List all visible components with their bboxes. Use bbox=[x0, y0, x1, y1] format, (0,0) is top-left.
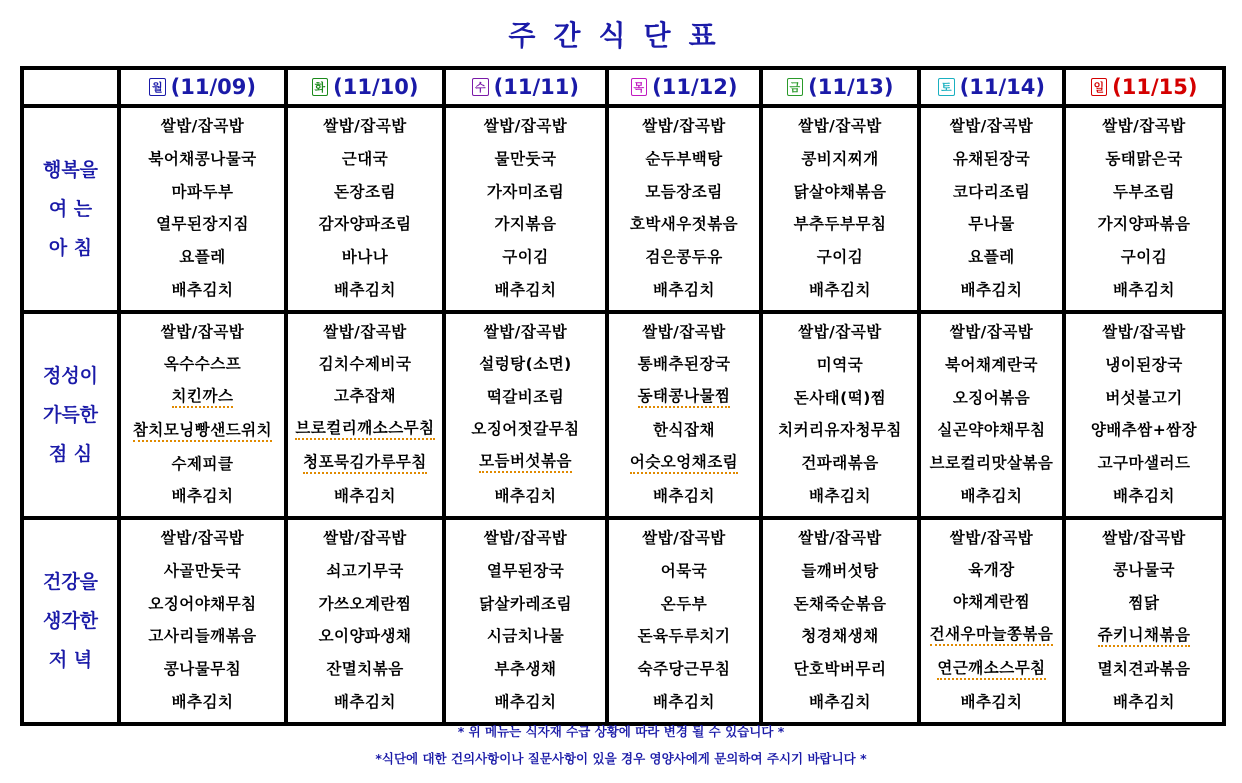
menu-item: 김치수제비국 bbox=[318, 355, 412, 373]
menu-item: 쌀밥/잡곡밥 bbox=[323, 529, 407, 548]
menu-item: 배추김치 bbox=[494, 280, 557, 299]
menu-item: 사골만둣국 bbox=[163, 561, 242, 580]
menu-item: 냉이된장국 bbox=[1105, 355, 1183, 374]
menu-item: 무나물 bbox=[968, 215, 1015, 234]
menu-item: 배추김치 bbox=[494, 692, 557, 711]
meal-label-line: 여 는 bbox=[48, 197, 93, 220]
menu-cell bbox=[1064, 518, 1224, 724]
meal-label-line: 정성이 bbox=[42, 364, 99, 387]
menu-cell bbox=[444, 518, 607, 724]
menu-item: 쌀밥/잡곡밥 bbox=[798, 529, 882, 548]
menu-cell bbox=[286, 106, 444, 312]
menu-item: 유채된장국 bbox=[952, 149, 1031, 168]
menu-item: 쌀밥/잡곡밥 bbox=[323, 323, 407, 341]
menu-item: 오이양파생채 bbox=[318, 627, 412, 646]
menu-item: 검은콩두유 bbox=[645, 247, 723, 266]
menu-item: 미역국 bbox=[816, 355, 864, 374]
menu-item: 고구마샐러드 bbox=[1097, 453, 1191, 472]
menu-cell bbox=[761, 312, 919, 518]
menu-item: 연근깨소스무침 bbox=[937, 658, 1045, 680]
day-header bbox=[607, 68, 761, 106]
day-date: (11/10) bbox=[333, 75, 419, 99]
menu-item: 배추김치 bbox=[334, 280, 396, 299]
menu-item: 쌀밥/잡곡밥 bbox=[1102, 529, 1186, 548]
menu-item: 잔멸치볶음 bbox=[326, 659, 404, 678]
menu-item: 돈채죽순볶음 bbox=[793, 594, 887, 613]
menu-cell bbox=[119, 106, 286, 312]
day-badge: 월 bbox=[149, 78, 166, 96]
menu-cell bbox=[119, 312, 286, 518]
menu-item: 쌀밥/잡곡밥 bbox=[798, 117, 882, 136]
menu-item: 콩나물무침 bbox=[163, 659, 242, 678]
menu-item: 배추김치 bbox=[494, 486, 557, 505]
menu-item: 쌀밥/잡곡밥 bbox=[642, 117, 726, 136]
menu-item: 온두부 bbox=[660, 594, 708, 613]
menu-item: 고추잡채 bbox=[334, 387, 396, 405]
menu-change-note: * 위 메뉴는 식자재 수급 상황에 따라 변경 될 수 있습니다 * bbox=[457, 724, 785, 739]
day-badge: 금 bbox=[787, 78, 804, 96]
day-date: (11/15) bbox=[1112, 75, 1198, 99]
meal-label-line: 가득한 bbox=[42, 403, 99, 426]
menu-item: 실곤약야채무침 bbox=[937, 421, 1046, 440]
menu-item: 배추김치 bbox=[171, 692, 234, 711]
meal-label-line: 생각한 bbox=[42, 609, 99, 632]
menu-item: 닭살야채볶음 bbox=[793, 182, 887, 201]
menu-item: 요플레 bbox=[179, 247, 226, 266]
menu-item: 배추김치 bbox=[809, 280, 871, 299]
menu-item: 물만둣국 bbox=[494, 149, 557, 168]
menu-item: 옥수수스프 bbox=[163, 355, 242, 373]
menu-item: 돈사태(떡)찜 bbox=[793, 388, 887, 407]
menu-item: 가지양파볶음 bbox=[1097, 215, 1191, 234]
menu-item: 쌀밥/잡곡밥 bbox=[642, 529, 726, 548]
header-row bbox=[22, 68, 1224, 106]
corner-cell bbox=[22, 68, 119, 106]
menu-item: 쌀밥/잡곡밥 bbox=[323, 117, 407, 136]
menu-item: 쌀밥/잡곡밥 bbox=[798, 323, 882, 342]
menu-item: 요플레 bbox=[968, 247, 1015, 266]
menu-cell bbox=[119, 518, 286, 724]
menu-item: 쥬키니채볶음 bbox=[1098, 625, 1191, 647]
menu-item: 닭살카레조림 bbox=[479, 594, 572, 613]
menu-item: 코다리조림 bbox=[952, 182, 1031, 201]
menu-item: 오징어볶음 bbox=[952, 388, 1031, 407]
menu-item: 배추김치 bbox=[653, 487, 715, 505]
menu-item: 배추김치 bbox=[960, 280, 1023, 299]
menu-item: 돈육두루치기 bbox=[637, 627, 731, 646]
menu-item: 쌀밥/잡곡밥 bbox=[483, 117, 568, 136]
menu-cell bbox=[444, 106, 607, 312]
menu-item: 부추두부무침 bbox=[793, 215, 887, 234]
menu-item: 배추김치 bbox=[1113, 692, 1175, 711]
menu-item: 쌀밥/잡곡밥 bbox=[949, 117, 1034, 136]
menu-item: 구이김 bbox=[816, 247, 864, 266]
day-badge: 목 bbox=[631, 78, 648, 96]
menu-cell bbox=[1064, 106, 1224, 312]
menu-item: 설렁탕(소면) bbox=[479, 355, 572, 374]
menu-item: 콩비지찌개 bbox=[801, 149, 879, 168]
menu-item: 호박새우젓볶음 bbox=[629, 215, 739, 234]
menu-item: 돈장조림 bbox=[334, 182, 396, 201]
day-date: (11/12) bbox=[652, 75, 738, 99]
menu-item: 부추생채 bbox=[494, 659, 557, 678]
menu-item: 배추김치 bbox=[653, 692, 715, 711]
menu-item: 찜닭 bbox=[1128, 593, 1160, 612]
menu-item: 배추김치 bbox=[809, 692, 871, 711]
day-date: (11/14) bbox=[959, 75, 1045, 99]
menu-item: 동태콩나물찜 bbox=[638, 386, 731, 408]
menu-item: 쌀밥/잡곡밥 bbox=[160, 117, 245, 136]
menu-item: 야채계란찜 bbox=[952, 593, 1031, 611]
menu-item: 순두부백탕 bbox=[645, 149, 723, 168]
menu-cell bbox=[444, 312, 607, 518]
menu-cell bbox=[607, 312, 761, 518]
inquiry-note: *식단에 대한 건의사항이나 질문사항이 있을 경우 영양사에게 문의하여 주시기 바랍니다 * bbox=[375, 751, 867, 766]
menu-item: 쌀밥/잡곡밥 bbox=[949, 323, 1034, 342]
menu-item: 육개장 bbox=[968, 561, 1015, 579]
day-header bbox=[919, 68, 1064, 106]
menu-item: 근대국 bbox=[341, 149, 389, 168]
menu-item: 배추김치 bbox=[171, 280, 234, 299]
day-header bbox=[1064, 68, 1224, 106]
day-badge: 토 bbox=[938, 78, 955, 96]
menu-item: 청경채생채 bbox=[801, 627, 879, 646]
breakfast-row bbox=[22, 106, 1224, 312]
day-header bbox=[444, 68, 607, 106]
menu-item: 배추김치 bbox=[171, 487, 234, 505]
meal-label-lunch bbox=[22, 312, 119, 518]
menu-item: 들깨버섯탕 bbox=[801, 561, 879, 580]
meal-label-line: 건강을 bbox=[42, 570, 99, 593]
day-badge: 화 bbox=[312, 78, 329, 96]
menu-item: 북어채콩나물국 bbox=[148, 149, 257, 168]
menu-item: 마파두부 bbox=[171, 182, 234, 201]
menu-item: 가자미조림 bbox=[486, 182, 565, 201]
menu-item: 참치모닝빵샌드위치 bbox=[133, 420, 272, 442]
menu-item: 쇠고기무국 bbox=[326, 561, 404, 580]
menu-item: 배추김치 bbox=[334, 487, 396, 505]
menu-item: 모듬장조림 bbox=[645, 182, 723, 201]
menu-item: 오징어야채무침 bbox=[148, 594, 257, 613]
menu-cell bbox=[286, 312, 444, 518]
menu-item: 배추김치 bbox=[1113, 280, 1175, 299]
menu-item: 건파래볶음 bbox=[801, 453, 879, 472]
menu-item: 배추김치 bbox=[653, 280, 715, 299]
menu-item: 배추김치 bbox=[334, 692, 396, 711]
menu-item: 브로컬리깨소스무침 bbox=[295, 418, 434, 440]
day-header bbox=[286, 68, 444, 106]
menu-cell bbox=[607, 518, 761, 724]
menu-item: 쌀밥/잡곡밥 bbox=[1102, 117, 1186, 136]
menu-cell bbox=[919, 518, 1064, 724]
menu-item: 쌀밥/잡곡밥 bbox=[642, 323, 726, 341]
menu-item: 멸치견과볶음 bbox=[1097, 660, 1191, 679]
menu-item: 단호박버무리 bbox=[793, 659, 887, 678]
menu-item: 버섯불고기 bbox=[1105, 388, 1183, 407]
menu-item: 쌀밥/잡곡밥 bbox=[483, 529, 568, 548]
menu-item: 배추김치 bbox=[960, 486, 1023, 505]
menu-item: 북어채계란국 bbox=[945, 355, 1038, 374]
menu-item: 양배추쌈+쌈장 bbox=[1090, 421, 1198, 440]
day-header bbox=[119, 68, 286, 106]
meal-label-line: 저 녁 bbox=[48, 648, 93, 671]
menu-item: 두부조림 bbox=[1113, 182, 1175, 201]
menu-item: 한식잡채 bbox=[653, 421, 715, 439]
menu-item: 열무된장국 bbox=[486, 561, 565, 580]
menu-item: 어묵국 bbox=[660, 561, 708, 580]
menu-item: 콩나물국 bbox=[1113, 561, 1175, 580]
meal-label-dinner bbox=[22, 518, 119, 724]
menu-item: 치킨까스 bbox=[172, 386, 234, 408]
menu-item: 배추김치 bbox=[960, 693, 1023, 711]
menu-item: 청포묵김가루무침 bbox=[303, 452, 427, 474]
menu-item: 수제피클 bbox=[171, 455, 234, 473]
day-date: (11/09) bbox=[170, 75, 256, 99]
menu-cell bbox=[761, 518, 919, 724]
menu-item: 오징어젓갈무침 bbox=[471, 420, 580, 439]
menu-item: 배추김치 bbox=[809, 486, 871, 505]
menu-item: 쌀밥/잡곡밥 bbox=[1102, 323, 1186, 342]
meal-label-line: 점 심 bbox=[48, 442, 93, 465]
menu-item: 쌀밥/잡곡밥 bbox=[949, 529, 1034, 547]
menu-item: 건새우마늘쫑볶음 bbox=[930, 624, 1054, 646]
menu-item: 쌀밥/잡곡밥 bbox=[483, 323, 568, 342]
meal-label-line: 행복을 bbox=[42, 158, 99, 181]
menu-item: 감자양파조림 bbox=[318, 215, 412, 234]
day-date: (11/11) bbox=[493, 75, 579, 99]
lunch-row bbox=[22, 312, 1224, 518]
menu-item: 열무된장지짐 bbox=[156, 215, 249, 234]
day-badge: 수 bbox=[472, 78, 489, 96]
menu-item: 숙주당근무침 bbox=[637, 659, 731, 678]
menu-cell bbox=[761, 106, 919, 312]
day-badge: 일 bbox=[1091, 78, 1108, 96]
dinner-row bbox=[22, 518, 1224, 724]
meal-label-breakfast bbox=[22, 106, 119, 312]
menu-cell bbox=[919, 106, 1064, 312]
menu-item: 통배추된장국 bbox=[637, 355, 731, 373]
menu-item: 쌀밥/잡곡밥 bbox=[160, 529, 245, 548]
menu-item: 치커리유자청무침 bbox=[778, 421, 902, 440]
page-title: 주간식단표 bbox=[508, 19, 734, 52]
menu-item: 동태맑은국 bbox=[1105, 149, 1183, 168]
day-header bbox=[761, 68, 919, 106]
menu-item: 바나나 bbox=[341, 247, 389, 266]
meal-label-line: 아 침 bbox=[48, 236, 93, 259]
menu-item: 배추김치 bbox=[1113, 486, 1175, 505]
menu-item: 어슷오엉채조림 bbox=[630, 452, 738, 474]
day-date: (11/13) bbox=[808, 75, 894, 99]
menu-item: 브로컬리맛살볶음 bbox=[929, 453, 1054, 472]
menu-item: 쌀밥/잡곡밥 bbox=[160, 323, 245, 341]
menu-item: 떡갈비조림 bbox=[486, 387, 565, 406]
menu-item: 구이김 bbox=[502, 247, 549, 266]
menu-item: 가쓰오계란찜 bbox=[318, 594, 412, 613]
menu-item: 모듬버섯볶음 bbox=[479, 451, 572, 473]
menu-cell bbox=[919, 312, 1064, 518]
menu-item: 구이김 bbox=[1120, 247, 1168, 266]
menu-cell bbox=[286, 518, 444, 724]
menu-cell bbox=[1064, 312, 1224, 518]
menu-item: 고사리들깨볶음 bbox=[148, 627, 257, 646]
menu-item: 시금치나물 bbox=[486, 627, 565, 646]
menu-cell bbox=[607, 106, 761, 312]
menu-item: 가지볶음 bbox=[494, 215, 557, 234]
weekly-menu-table bbox=[20, 66, 1226, 726]
